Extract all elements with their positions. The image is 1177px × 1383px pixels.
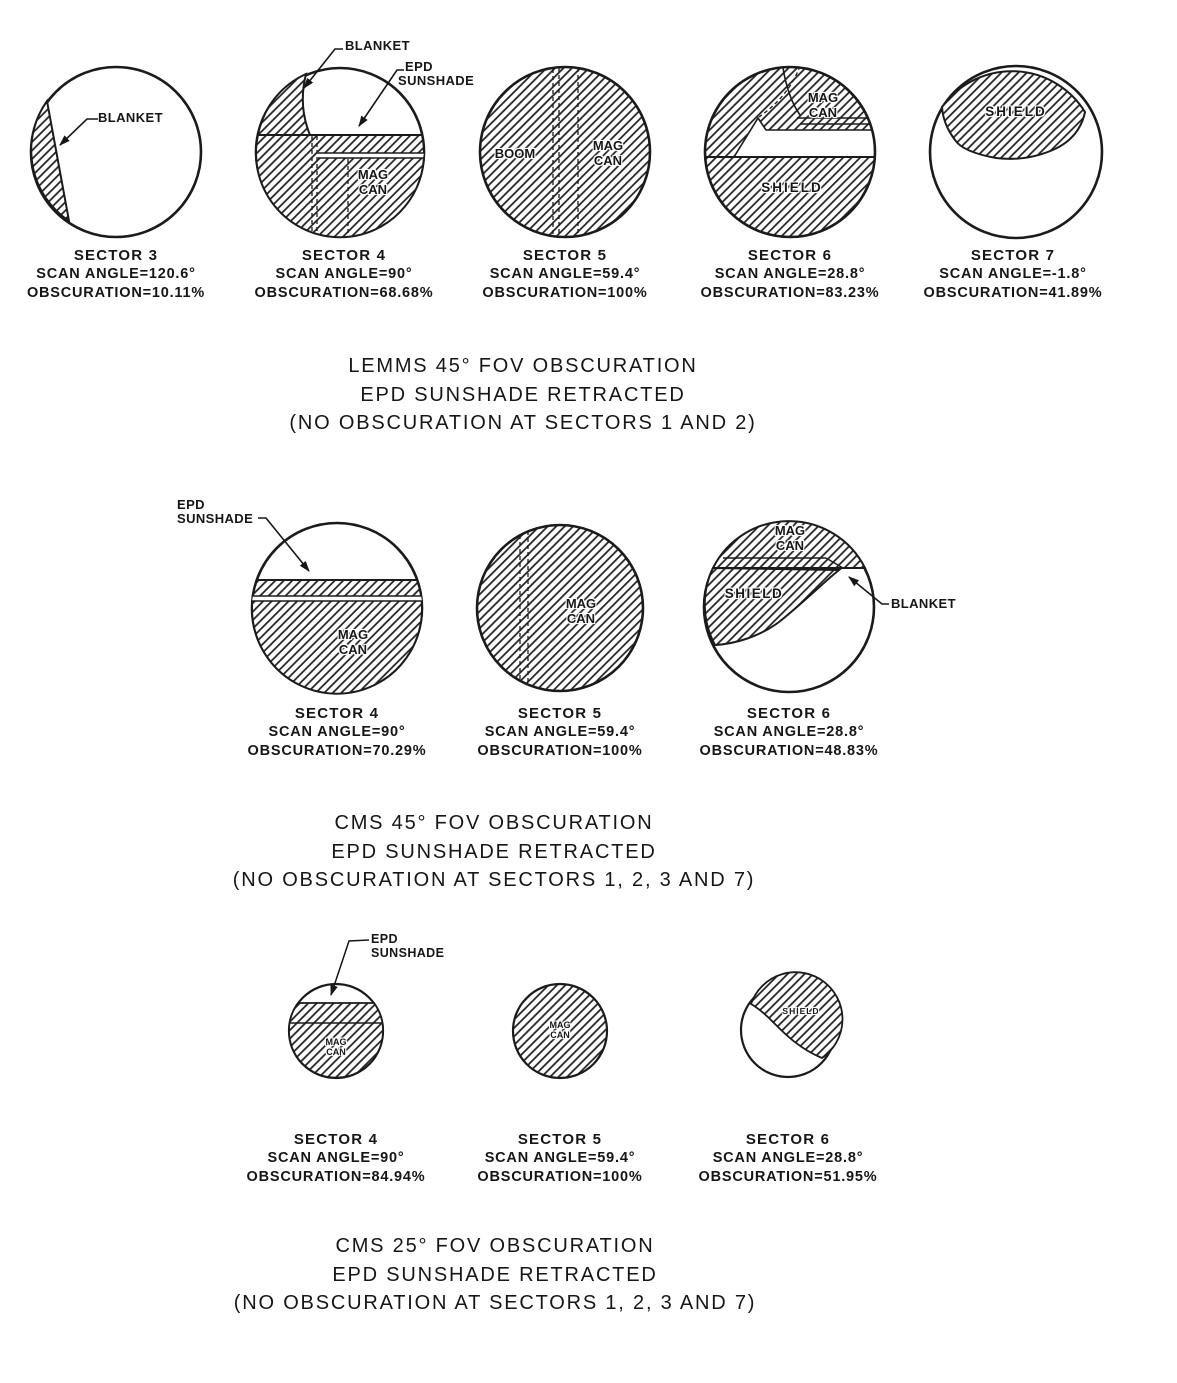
caption-cms45-sector6 (699, 704, 879, 761)
annotation-text: EPD (371, 932, 398, 946)
epd-sunshade-annotation (398, 60, 474, 88)
scan-angle-label: SCAN ANGLE=28.8° (712, 1150, 864, 1166)
section-title-cms-45: CMS 45° FOV OBSCURATION EPD SUNSHADE RETRACTED (NO OBSCURATION AT SECTORS 1, 2, 3 AND 7) (232, 812, 756, 891)
lower-hatch-region (256, 135, 424, 237)
sector6-circle-drawing (690, 52, 890, 252)
blanket-wedge-region (258, 74, 310, 135)
caption-lemms-sector5 (475, 246, 655, 303)
caption-cms25-sector5 (470, 1130, 650, 1187)
sector-label: SECTOR 4 (301, 247, 387, 264)
scan-angle-label: SCAN ANGLE=-1.8° (939, 266, 1087, 282)
scan-angle-label: SCAN ANGLE=120.6° (36, 266, 196, 282)
obscuration-label: OBSCURATION=100% (477, 743, 643, 759)
annotation-text: EPD (177, 497, 205, 512)
shield-label: SHIELD (985, 104, 1047, 119)
scan-angle-label: SCAN ANGLE=28.8° (714, 266, 866, 282)
scan-angle-label: SCAN ANGLE=90° (275, 266, 413, 282)
annotation-text: SUNSHADE (398, 73, 475, 89)
figure-cms45-sector6 (689, 507, 979, 707)
mag-can-label: MAG CAN (337, 627, 369, 657)
annotation-text: BLANKET (98, 110, 163, 125)
figure-cms45-sector4 (170, 495, 450, 710)
scan-angle-label: SCAN ANGLE=59.4° (489, 266, 641, 282)
obscuration-label: OBSCURATION=10.11% (26, 285, 206, 301)
figure-lemms-sector4 (240, 30, 490, 245)
sector-label: SECTOR 4 (294, 705, 380, 722)
sector7-circle-drawing (916, 52, 1116, 252)
caption-lemms-sector3 (26, 246, 206, 303)
sector-label: SECTOR 4 (293, 1131, 379, 1148)
sector4-circle-drawing (170, 495, 450, 710)
caption-lemms-sector4 (254, 246, 434, 303)
epd-sunshade-annotation (371, 933, 444, 960)
mag-can-label: MAG CAN (549, 1020, 571, 1041)
figure-lemms-sector7 (916, 52, 1116, 252)
mag-can-label: MAG CAN (807, 90, 839, 120)
mag-can-label: MAG CAN (565, 596, 597, 626)
annotation-text: SUNSHADE (371, 945, 445, 960)
sector-label: SECTOR 6 (745, 1131, 831, 1148)
caption-cms25-sector6 (698, 1130, 878, 1187)
epd-sunshade-annotation (177, 498, 253, 526)
obscuration-label: OBSCURATION=41.89% (923, 285, 1103, 301)
obscuration-label: OBSCURATION=100% (477, 1169, 643, 1185)
annotation-text: EPD (405, 59, 433, 74)
blanket-annotation (345, 39, 410, 53)
shield-label: SHIELD (724, 586, 784, 601)
sector-label: SECTOR 6 (746, 705, 832, 722)
mag-can-label: MAG CAN (357, 167, 389, 197)
obscuration-label: OBSCURATION=70.29% (247, 743, 427, 759)
scan-angle-label: SCAN ANGLE=90° (268, 724, 406, 740)
scan-angle-label: SCAN ANGLE=59.4° (484, 1150, 636, 1166)
sector-label: SECTOR 5 (517, 1131, 603, 1148)
obscuration-label: OBSCURATION=48.83% (699, 743, 879, 759)
boom-label: BOOM (494, 146, 536, 161)
caption-cms45-sector5 (470, 704, 650, 761)
sector-label: SECTOR 3 (73, 247, 159, 264)
obscuration-label: OBSCURATION=68.68% (254, 285, 434, 301)
annotation-text: SUNSHADE (177, 511, 254, 527)
scan-angle-label: SCAN ANGLE=28.8° (713, 724, 865, 740)
sector-label: SECTOR 7 (970, 247, 1056, 264)
mag-can-label: MAG CAN (325, 1037, 347, 1058)
sector-label: SECTOR 6 (747, 247, 833, 264)
caption-lemms-sector7 (923, 246, 1103, 303)
sector-label: SECTOR 5 (522, 247, 608, 264)
figure-lemms-sector6 (690, 52, 890, 252)
blanket-annotation (98, 111, 163, 125)
sector-label: SECTOR 5 (517, 705, 603, 722)
blanket-annotation (891, 597, 956, 611)
annotation-text: BLANKET (345, 38, 410, 53)
mag-can-label: MAG CAN (774, 523, 806, 553)
scan-angle-label: SCAN ANGLE=90° (267, 1150, 405, 1166)
section-title-cms-25: CMS 25° FOV OBSCURATION EPD SUNSHADE RETRACTED (NO OBSCURATION AT SECTORS 1, 2, 3 AND 7) (233, 1235, 757, 1314)
sector3-circle-drawing (16, 52, 216, 252)
shield-label: SHIELD (782, 1006, 820, 1016)
figure-cms45-sector5 (460, 508, 660, 708)
figure-lemms-sector5 (465, 52, 665, 252)
obscuration-label: OBSCURATION=100% (482, 285, 648, 301)
caption-cms45-sector4 (247, 704, 427, 761)
shield-label: SHIELD (761, 180, 823, 195)
caption-cms25-sector4 (246, 1130, 426, 1187)
obscuration-label: OBSCURATION=83.23% (700, 285, 880, 301)
figure-cms25-sector4 (250, 930, 445, 1085)
obscuration-label: OBSCURATION=84.94% (246, 1169, 426, 1185)
figure-cms25-sector5 (500, 970, 620, 1095)
scan-angle-label: SCAN ANGLE=59.4° (484, 724, 636, 740)
figure-lemms-sector3 (16, 52, 216, 252)
obscuration-label: OBSCURATION=51.95% (698, 1169, 878, 1185)
section-title-lemms-45: LEMMS 45° FOV OBSCURATION EPD SUNSHADE RETRACTED (NO OBSCURATION AT SECTORS 1 AND 2) (289, 355, 757, 434)
sector6-circle-drawing (728, 970, 848, 1095)
caption-lemms-sector6 (700, 246, 880, 303)
annotation-text: BLANKET (891, 596, 956, 611)
mag-can-label: MAG CAN (592, 138, 624, 168)
figure-cms25-sector6 (728, 970, 848, 1095)
